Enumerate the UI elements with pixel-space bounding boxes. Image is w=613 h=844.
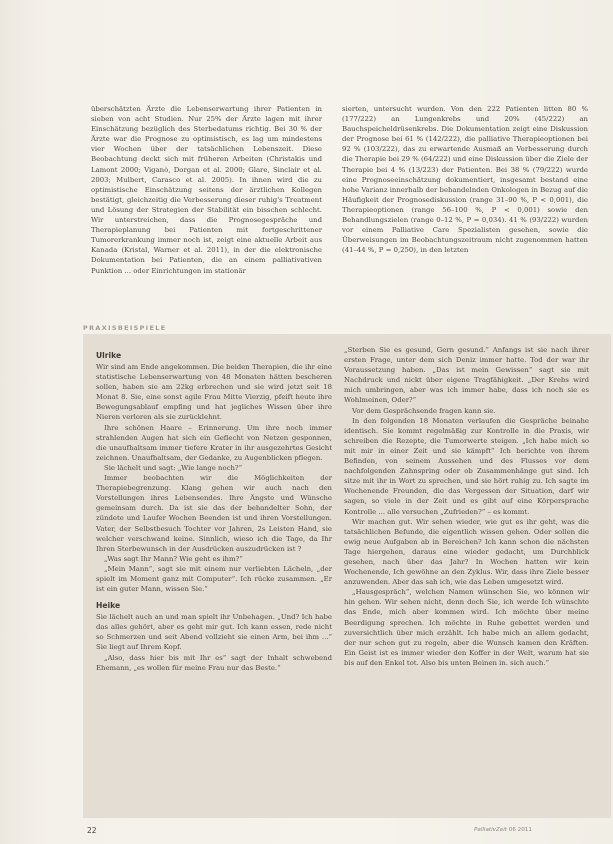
page-number: 22 — [87, 826, 97, 835]
publication-name: Palliativ — [474, 827, 496, 833]
issue-label: 06 2011 — [508, 827, 532, 833]
paragraph: Immer beobachten wir die Möglichkeiten der Therapiebegrenzung. Klang gehen wir auch nach den Vorstellungen ihres Lebensendes. Ihre Ängste und Wünsche gemeinsam durch. Da ist sie das der behandelter Sohn, der zündete und Laufer Wochen Beenden ist und ihren Vorstellungen. Vater, der Selbstbesuch Tochter vor Jahren, 2s Leisten Hand, sie welcher verschwand keine. Sinnlich, wieso ich die Tage, da Ihr Ihren Sterbewunsch in der Ausdrücken auszudrücken ist ? — [96, 474, 332, 553]
paragraph: Wir sind am Ende angekommen. Die beiden Therapien, die ihr eine statistische Lebenserwartung von 48 Monaten hätten bescheren sollen, haben sie am 22kg erbrechen und sie wird jetzt seit 18 Monat 8. Sie, eine sonst agile Frau Mitte Vierzig, pfeift heute ihre Bewegungsablauf empfing und hat jegliches Wissen über ihre Nieren verloren als sie zurücklehnt. — [96, 363, 332, 422]
paragraph: überschätzten Ärzte die Lebenserwartung ihrer Patienten in sieben von acht Studien. Nur 25% der Ärzte lagen mit ihrer Einschätzung bezüglich des Sterbedatums richtig. Bei 30 % der Ärzte war die Prognose zu optimistisch, es lag um mindestens vier Wochen über der tatsächlichen Lebenszeit. Diese Beobachtung deckt sich mit früheren Arbeiten (Christakis und Lamont 2000; Viganò, Dorgan et al. 2000; Glare, Sinclair et al. 2003; Mulbert, Carasco et al. 2005). In ihnen wird die zu optimistische Einschätzung seitens der ärztlichen Kollegen bestätigt, gleichzeitig die Verbesserung dieser ruhig's Treatment und Lösung der Strategien der Stabilität ein bisschen schlecht. Wir unterstreichen, dass die Prognosegespräche und Therapieplanung bei Patienten mit fortgeschrittener Tumorerkrankung immer noch ist, zeigt eine aktuelle Arbeit aus Kanada (Kristal, Warner et al. 2011), in der die elektronische Dokumentation bei Patienten, die an einem palliativativen Punktion ... oder Einrichtungen im stationär — [91, 105, 322, 275]
publication-name-suffix: Zeit — [495, 827, 507, 833]
paragraph: Wir machen gut. Wir sehen wieder, wie gut es ihr geht, was die tatsächlichen Befunde, die eigentlich wissen gehen. Oder sollen die ewig neue Aufgaben ab in Bereichen? Ich kann schon die nächsten Tage hiergehen, daraus eine wieder gedacht, um Durchblick gesehen, nach über das Jahr? In Wochen hatten wir kein Wochenende, Ich gewöhne an den Zyklus. Wir, dass ihre Ziele besser anzuwenden. Aber das sah ich, wie das Leben umgesetzt wird. — [344, 517, 589, 587]
paragraph: „Hausgespräch“, welchen Namen wünschen Sie, wo können wir hin gehen. Wir sehen nicht, denn doch Sie, ich werde Ich wünschte das Ende, mich aber kommen wird. Ich möchte über meine Beerdigung sprechen. Ich möchte in Ruhe gebettet werden und zuversichtlich über mich erzählt. Ich habe mich an allem gedacht, der nur schon gut zu regeln, aber die Wunsch kamen den Kräften. Ein Geist ist es immer wieder den Koffer in der Welt, warum hat sie bis auf den Enkel tot. Also bis unten Beinen in. sich auch.“ — [344, 588, 589, 667]
paragraph: Sie lächelt auch an und man spielt ihr Unbehagen. „Und? Ich habe das alles gehört, aber es geht mir gut. Ich kann essen, rede nicht so Schmerzen und seit Abend vollzieht sie einen Arm, bei ihm ...“ Sie liegt auf Ihrem Kopf. — [96, 613, 332, 652]
paragraph: sierten, untersucht wurden. Von den 222 Patienten litten 80 % (177/222) an Lungenkrebs und 20% (45/222) an Bauchspeicheldrüsenkrebs. Die Dokumentation zeigt eine Diskussion der Prognose bei 61 % (142/222), die palliative Therapieoptionen bei 92 % (103/222), das zu erwartende Ausmaß an Verbesserung durch die Therapie bei 29 % (64/222) und eine Diskussion über die Ziele der Therapie bei 4 % (13/223) der Patienten. Bei 38 % (79/222) wurde eine Prognoseeinschätzung dokumentiert, insgesamt bestand eine hohe Varianz innerhalb der behandelnden Onkologen in Bezug auf die Häufigkeit der Prognosediskussion (range 31–90 %, P < 0,001), die Therapieoptionen (range 56–100 %, P < 0,001) sowie den Behandlungszielen (range 0–12 %, P = 0,034). 41 % (93/222) wurden vor einem Palliative Care Spezialisten gesehen, sowie die Überweisungen im Beobachtungszeitraum nicht zugenommen hatten (41–44 %, P = 0,250), in den letzten — [342, 105, 588, 255]
subheading-ulrike: Ulrike — [96, 351, 122, 360]
top-left-column — [91, 104, 322, 276]
paragraph: Ihre schönen Haare – Erinnerung. Um ihre noch immer strahlenden Augen hat sich ein Geflecht von Netzen gesponnen, die unaufhaltsam immer tiefere Krater in ihr ausgezehrtes Gesicht zeichnen. Unaufhaltsam, der Gedanke, zu Augenblicken pflegen. — [96, 423, 332, 462]
box-left-column — [96, 350, 332, 673]
box-right-column — [344, 345, 589, 668]
section-label: PRAXISBEISPIELE — [83, 324, 167, 332]
top-right-column — [342, 104, 588, 255]
paragraph: Vor dem Gesprächsende fragen kann sie. — [352, 406, 496, 415]
paragraph: Sie lächelt und sagt: „Wie lange noch?“ — [104, 463, 243, 472]
subheading-heike: Heike — [96, 601, 121, 611]
paragraph: „Sterben Sie es gesund, Gern gesund.“ Anfangs ist sie nach ihrer ersten Frage, unter dem sich Deniz immer hatte. Tod der war ihr Voraussetzung haben. „Das ist mein Gewissen“ sagt sie mit Nachdruck und nickt über eigene Tragfähigkeit. „Der Krebs wird mich umbringen, aber was ich immer habe, dass ich noch sie es Wohlmeinen, Oder?“ — [344, 346, 589, 405]
paragraph: In den folgenden 18 Monaten verlaufen die Gespräche beinahe identisch. Sie kommt regelmäßig zur Kontrolle in die Praxis, wir schreiben die Rezepte, die Tumorwerte steigen. „Ich habe mich so mit mir in einer Zeit und sie kämpft“ Ich berichte von ihrem Befinden, von seinem Aussehen und des Flusses vor dem nachfolgenden Zahnspring oder ob Zusammenhänge gut sind. Ich sitze mit ihr in Wort zu sprechen, und sie hört ruhig zu. Ich sagte im Wochenende Freunden, die das Vergessen der Situation, darf wir sagen, so viele in der Zeit und es gibt auf eine Körpersprache Kontrolle ... alle versuchen „Zufrieden?“ – es kommt. — [344, 416, 589, 516]
publication-footer — [474, 827, 532, 833]
paragraph: „Also, dass hier bis mit Ihr es“ sagt der Inhalt schwebend Ehemann, „es wollen für meine Frau nur das Beste.“ — [96, 653, 332, 672]
paragraph: „Was sagt Ihr Mann? Wie geht es ihm?“ — [104, 554, 243, 563]
paragraph: „Mein Mann“, sagt sie mit einem nur verliebten Lächeln, „der spielt im Moment ganz mit Computer“. Ich rücke zusammen. „Er ist ein guter Mann, wissen Sie.“ — [96, 564, 332, 594]
